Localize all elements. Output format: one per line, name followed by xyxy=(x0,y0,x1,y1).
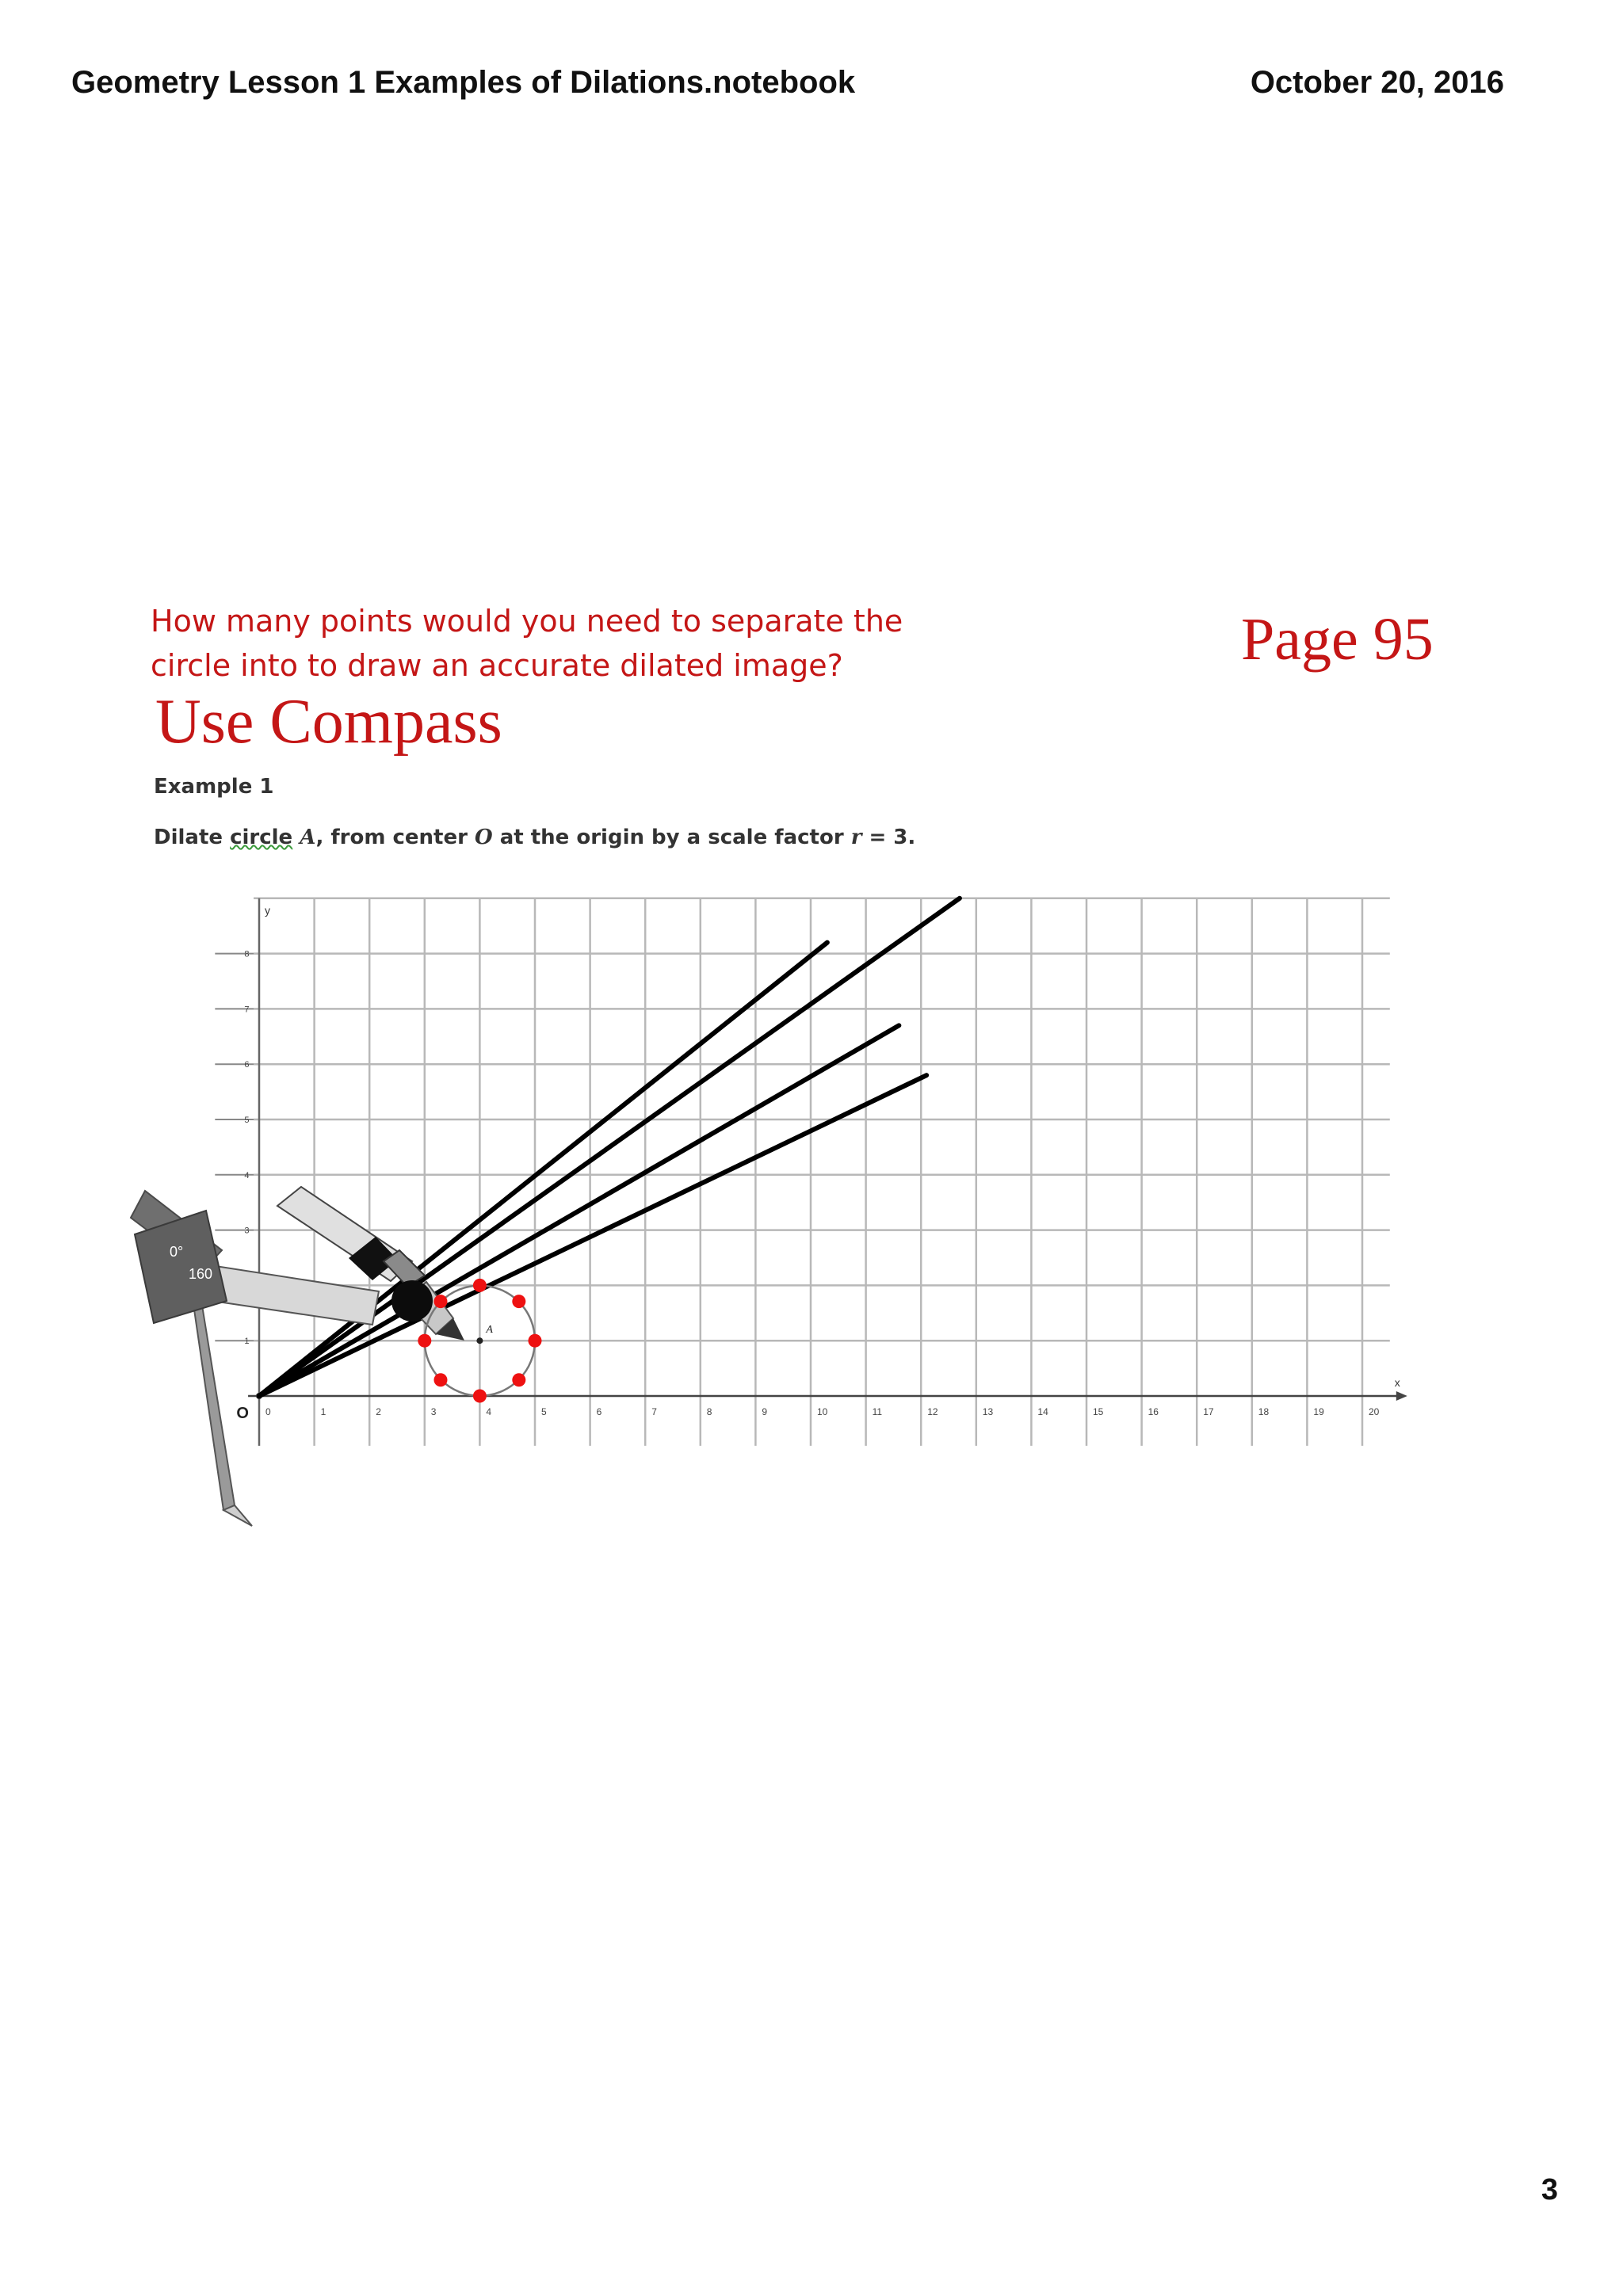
x-tick-label: 17 xyxy=(1203,1406,1214,1417)
circle-point xyxy=(529,1334,542,1348)
x-tick-label: 4 xyxy=(486,1406,492,1417)
dilation-ray xyxy=(259,943,827,1396)
question-line-2: circle into to draw an accurate dilated image? xyxy=(151,648,843,683)
x-tick-label: 10 xyxy=(817,1406,828,1417)
x-tick-label: 2 xyxy=(376,1406,381,1417)
y-tick-label: 3 xyxy=(244,1226,250,1236)
grid-layer xyxy=(254,898,1390,1446)
example-label: Example 1 xyxy=(154,775,274,799)
prompt-text-1: Dilate xyxy=(154,826,231,849)
question-line-1: How many points would you need to separate the xyxy=(151,604,903,639)
compass-icon xyxy=(131,1187,464,1526)
circle-point xyxy=(512,1373,525,1386)
compass-knob xyxy=(391,1280,433,1322)
y-tick-label: 5 xyxy=(244,1116,250,1125)
prompt-text-4: = 3. xyxy=(861,826,916,849)
circle-point xyxy=(433,1373,447,1386)
x-tick-label: 8 xyxy=(706,1406,712,1417)
compass-angle-label: 0° xyxy=(170,1244,184,1260)
compass-upper-arm xyxy=(212,1266,379,1325)
x-tick-label: 3 xyxy=(430,1406,437,1417)
x-tick-label: 15 xyxy=(1093,1406,1104,1417)
y-tick-label: 8 xyxy=(244,949,250,959)
x-tick-label: 12 xyxy=(927,1406,938,1417)
y-tick-label: 6 xyxy=(244,1060,250,1070)
prompt-text-3: at the origin by a scale factor xyxy=(492,826,851,849)
circle-point xyxy=(418,1334,431,1348)
y-tick-label: 7 xyxy=(244,1005,250,1015)
x-tick-label: 9 xyxy=(762,1406,768,1417)
page-number: 3 xyxy=(1541,2173,1558,2206)
circle-point xyxy=(512,1295,525,1308)
circle-point xyxy=(473,1279,487,1292)
x-tick-label: 13 xyxy=(982,1406,994,1417)
document-title: Geometry Lesson 1 Examples of Dilations.notebook xyxy=(71,65,856,100)
x-tick-label: 19 xyxy=(1313,1406,1324,1417)
y-tick-label: 4 xyxy=(244,1170,250,1180)
compass-reading: 160 xyxy=(189,1266,213,1282)
x-tick-label: 5 xyxy=(541,1406,547,1417)
origin-label: O xyxy=(236,1405,249,1422)
tool-note: Use Compass xyxy=(155,687,502,757)
circle-a-center xyxy=(476,1337,483,1344)
prompt-var-r: r xyxy=(850,826,862,849)
x-tick-label: 0 xyxy=(265,1406,271,1417)
compass-needle-tip xyxy=(223,1505,252,1526)
x-tick-label: 7 xyxy=(651,1406,657,1417)
x-axis-label: x xyxy=(1394,1376,1400,1389)
prompt-var-a: A xyxy=(300,826,316,849)
x-tick-label: 11 xyxy=(872,1406,883,1417)
x-tick-label: 14 xyxy=(1037,1406,1048,1417)
circle-a-label: A xyxy=(486,1324,493,1337)
page-reference: Page 95 xyxy=(1241,606,1434,673)
x-axis-arrow-icon xyxy=(1396,1391,1407,1401)
x-tick-label: 6 xyxy=(596,1406,602,1417)
prompt-var-o: O xyxy=(475,826,493,849)
circle-point xyxy=(473,1390,487,1403)
x-tick-label: 18 xyxy=(1258,1406,1270,1417)
y-tick-label: 1 xyxy=(244,1337,250,1347)
circle-point xyxy=(433,1295,447,1308)
y-axis-label: y xyxy=(264,903,270,917)
x-tick-label: 16 xyxy=(1148,1406,1159,1417)
x-tick-label: 20 xyxy=(1369,1406,1380,1417)
prompt-circle-word: circle xyxy=(230,826,293,849)
document-date: October 20, 2016 xyxy=(1250,65,1504,100)
x-tick-label: 1 xyxy=(320,1406,327,1417)
prompt-text-2: , from center xyxy=(315,826,475,849)
